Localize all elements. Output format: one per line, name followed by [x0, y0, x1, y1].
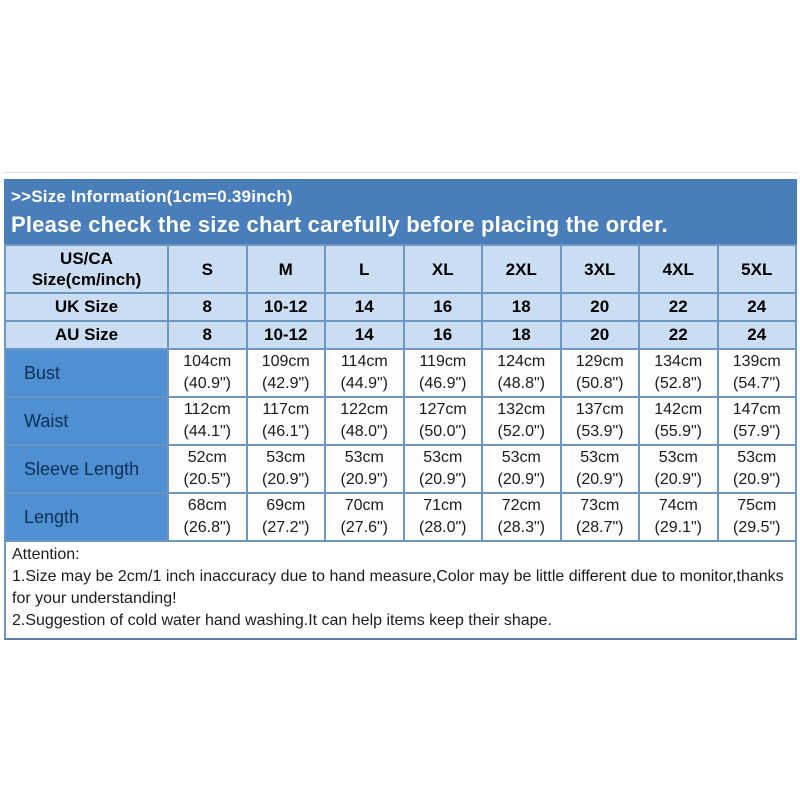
waist-cm: 147cm [732, 401, 781, 418]
au-size-value: 20 [561, 321, 640, 349]
waist-cell [247, 397, 326, 445]
sleeve-inch: (20.9") [497, 471, 545, 488]
au-size-value: 24 [718, 321, 797, 349]
bust-inch: (46.9") [419, 375, 467, 392]
uk-size-value: 16 [404, 293, 483, 321]
waist-cell [718, 397, 797, 445]
size-info-banner [4, 179, 797, 244]
col-header-3xl: 3XL [561, 245, 640, 293]
length-cell [718, 493, 797, 541]
waist-inch: (57.9") [733, 423, 781, 440]
bust-cell [482, 349, 561, 397]
waist-row [5, 397, 796, 445]
waist-inch: (50.0") [419, 423, 467, 440]
au-size-value: 16 [404, 321, 483, 349]
corner-line2: Size(cm/inch) [31, 270, 142, 289]
sleeve-inch: (20.9") [576, 471, 624, 488]
bust-label: Bust [5, 349, 168, 397]
au-size-row [5, 321, 796, 349]
waist-cm: 137cm [575, 401, 624, 418]
uk-size-row [5, 293, 796, 321]
bust-cm: 114cm [340, 353, 388, 370]
bust-cell [718, 349, 797, 397]
waist-cm: 117cm [262, 401, 310, 418]
length-inch: (29.5") [733, 519, 781, 536]
uk-size-value: 8 [168, 293, 247, 321]
au-size-value: 8 [168, 321, 247, 349]
corner-header-cell [5, 245, 168, 293]
attention-note-2: 2.Suggestion of cold water hand washing.It can help items keep their shape. [12, 612, 552, 629]
waist-cm: 142cm [654, 401, 703, 418]
bust-cm: 109cm [261, 353, 310, 370]
sleeve-cm: 53cm [266, 449, 306, 466]
bust-cm: 104cm [183, 353, 232, 370]
length-inch: (27.6") [340, 519, 388, 536]
length-cell [561, 493, 640, 541]
waist-cm: 112cm [183, 401, 231, 418]
uk-size-value: 14 [325, 293, 404, 321]
sleeve-cell [561, 445, 640, 493]
au-size-value: 22 [639, 321, 718, 349]
sleeve-cell [325, 445, 404, 493]
length-cell [404, 493, 483, 541]
col-header-4xl: 4XL [639, 245, 718, 293]
uk-size-value: 24 [718, 293, 797, 321]
bust-cell [168, 349, 247, 397]
sleeve-inch: (20.9") [340, 471, 388, 488]
length-inch: (28.3") [497, 519, 545, 536]
length-row [5, 493, 796, 541]
col-header-5xl: 5XL [718, 245, 797, 293]
size-chart-table [4, 244, 797, 542]
bust-cell [561, 349, 640, 397]
bust-cell [404, 349, 483, 397]
length-inch: (28.7") [576, 519, 624, 536]
waist-cm: 132cm [497, 401, 546, 418]
waist-inch: (46.1") [262, 423, 310, 440]
sleeve-cm: 52cm [187, 449, 227, 466]
sleeve-cm: 53cm [344, 449, 384, 466]
length-label: Length [5, 493, 168, 541]
length-cell [639, 493, 718, 541]
uk-size-value: 10-12 [247, 293, 326, 321]
bust-cm: 124cm [497, 353, 546, 370]
waist-inch: (53.9") [576, 423, 624, 440]
banner-title: >>Size Information(1cm=0.39inch) [11, 187, 293, 206]
length-inch: (26.8") [183, 519, 231, 536]
length-cm: 73cm [580, 497, 620, 514]
uk-size-value: 18 [482, 293, 561, 321]
waist-cell [482, 397, 561, 445]
au-size-value: 18 [482, 321, 561, 349]
bust-inch: (48.8") [497, 375, 545, 392]
corner-line1: US/CA [60, 249, 113, 268]
bust-cm: 139cm [732, 353, 781, 370]
bust-inch: (52.8") [654, 375, 702, 392]
length-cm: 74cm [658, 497, 698, 514]
bust-cell [247, 349, 326, 397]
length-cm: 70cm [344, 497, 384, 514]
waist-inch: (48.0") [340, 423, 388, 440]
sleeve-length-label: Sleeve Length [5, 445, 168, 493]
waist-cell [404, 397, 483, 445]
bust-inch: (54.7") [733, 375, 781, 392]
sleeve-inch: (20.5") [183, 471, 231, 488]
bust-cm: 119cm [419, 353, 467, 370]
waist-inch: (44.1") [183, 423, 231, 440]
sleeve-cell [247, 445, 326, 493]
sleeve-cell [718, 445, 797, 493]
uk-size-value: 22 [639, 293, 718, 321]
attention-title: Attention: [12, 546, 80, 563]
sleeve-length-row [5, 445, 796, 493]
bust-inch: (50.8") [576, 375, 624, 392]
length-inch: (27.2") [262, 519, 310, 536]
uk-size-label: UK Size [5, 293, 168, 321]
waist-inch: (52.0") [497, 423, 545, 440]
col-header-2xl: 2XL [482, 245, 561, 293]
waist-cell [168, 397, 247, 445]
waist-label: Waist [5, 397, 168, 445]
banner-subtitle: Please check the size chart carefully before placing the order. [11, 212, 668, 237]
bust-cell [639, 349, 718, 397]
waist-cm: 122cm [340, 401, 389, 418]
waist-inch: (55.9") [654, 423, 702, 440]
length-cm: 71cm [423, 497, 463, 514]
length-cm: 68cm [187, 497, 227, 514]
col-header-s: S [168, 245, 247, 293]
au-size-label: AU Size [5, 321, 168, 349]
corner-header-text [6, 248, 167, 290]
length-inch: (29.1") [654, 519, 702, 536]
bust-inch: (42.9") [262, 375, 310, 392]
sleeve-inch: (20.9") [654, 471, 702, 488]
sleeve-cell [404, 445, 483, 493]
uk-size-value: 20 [561, 293, 640, 321]
sleeve-inch: (20.9") [419, 471, 467, 488]
col-header-xl: XL [404, 245, 483, 293]
waist-cell [561, 397, 640, 445]
sleeve-cell [482, 445, 561, 493]
length-cell [482, 493, 561, 541]
sleeve-cm: 53cm [737, 449, 777, 466]
length-inch: (28.0") [419, 519, 467, 536]
attention-box [4, 542, 797, 640]
sleeve-inch: (20.9") [262, 471, 310, 488]
sleeve-cell [168, 445, 247, 493]
bust-row [5, 349, 796, 397]
bust-cm: 134cm [654, 353, 703, 370]
bust-cell [325, 349, 404, 397]
length-cm: 72cm [501, 497, 541, 514]
top-divider-line [3, 172, 798, 173]
au-size-value: 10-12 [247, 321, 326, 349]
table-header-row [5, 245, 796, 293]
sleeve-inch: (20.9") [733, 471, 781, 488]
length-cm: 75cm [737, 497, 777, 514]
sleeve-cm: 53cm [580, 449, 620, 466]
waist-cell [639, 397, 718, 445]
bust-inch: (40.9") [183, 375, 231, 392]
bust-cm: 129cm [575, 353, 624, 370]
waist-cell [325, 397, 404, 445]
bust-inch: (44.9") [340, 375, 388, 392]
sleeve-cm: 53cm [658, 449, 698, 466]
col-header-m: M [247, 245, 326, 293]
waist-cm: 127cm [418, 401, 467, 418]
size-info-sheet [4, 179, 797, 640]
sleeve-cm: 53cm [423, 449, 463, 466]
au-size-value: 14 [325, 321, 404, 349]
col-header-l: L [325, 245, 404, 293]
sleeve-cell [639, 445, 718, 493]
sleeve-cm: 53cm [501, 449, 541, 466]
attention-note-1: 1.Size may be 2cm/1 inch inaccuracy due to hand measure,Color may be little different due to monitor,thanks for your understanding! [12, 568, 784, 607]
length-cm: 69cm [266, 497, 306, 514]
length-cell [325, 493, 404, 541]
length-cell [247, 493, 326, 541]
length-cell [168, 493, 247, 541]
